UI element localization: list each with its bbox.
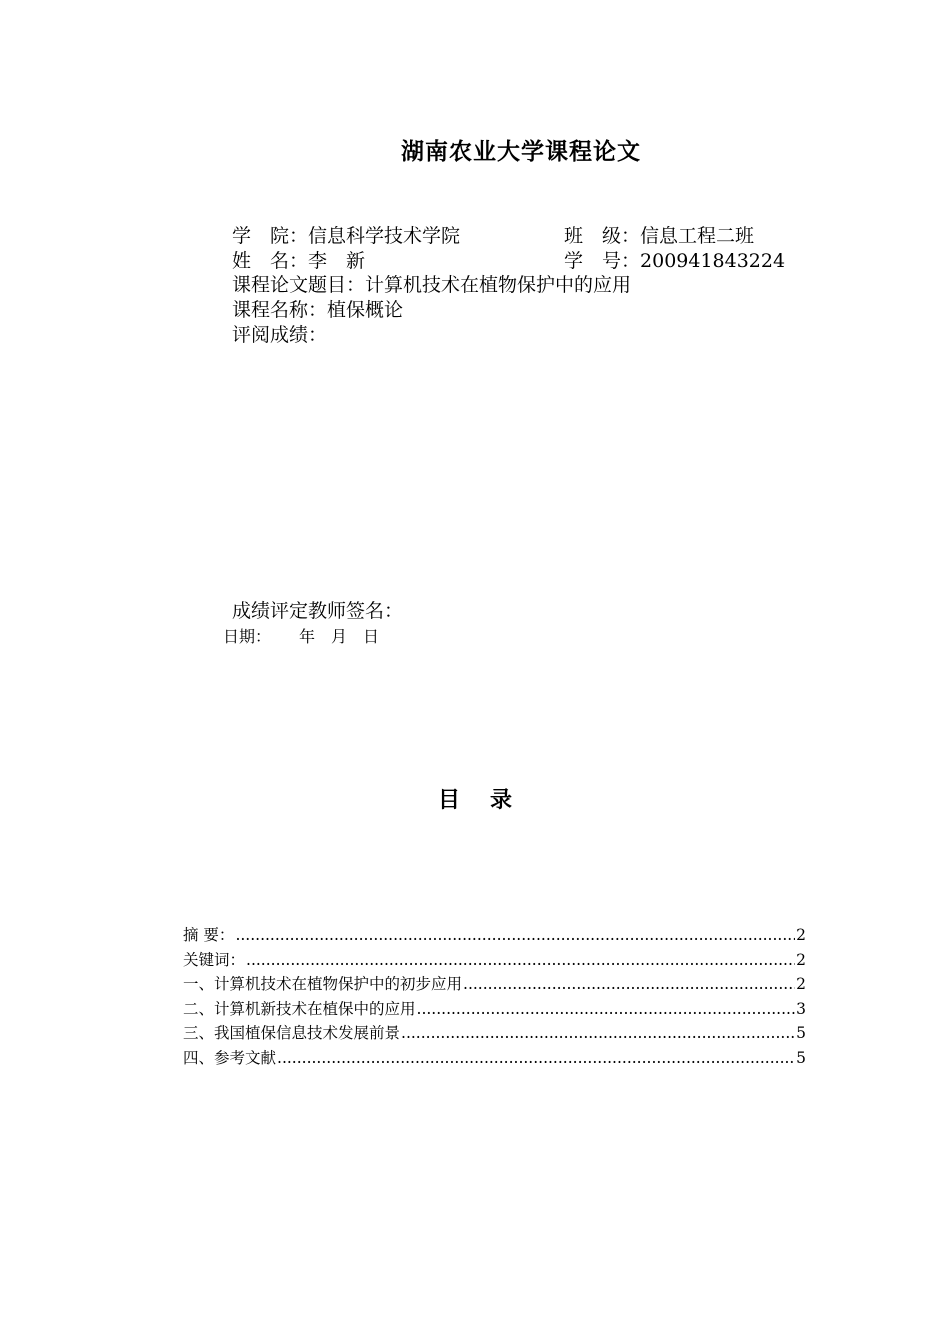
toc-entry-label: 二、计算机新技术在植保中的应用: [183, 999, 416, 1018]
toc-entry[interactable]: [183, 1046, 806, 1071]
date-year: 年: [299, 627, 316, 646]
toc-leader-dots: [463, 972, 795, 997]
toc-title: [0, 783, 950, 814]
toc-entry-page: 5: [796, 1048, 806, 1067]
teacher-signature-label: 成绩评定教师签名：: [232, 600, 404, 622]
toc-entry-label: 关键词：: [183, 950, 246, 969]
toc-leader-dots: [277, 1046, 795, 1071]
course-row: [232, 298, 403, 323]
date-month: 月: [331, 627, 348, 646]
toc-entry-label: 一、计算机技术在植物保护中的初步应用: [183, 975, 463, 993]
toc-entry[interactable]: [183, 997, 806, 1022]
toc-entry[interactable]: [183, 972, 806, 997]
toc-entry[interactable]: [183, 1021, 806, 1046]
course-value: 植保概论: [327, 299, 404, 321]
table-of-contents: [183, 923, 806, 1070]
toc-entry-page: 2: [796, 926, 806, 944]
topic-label: 课程论文题目：: [232, 274, 366, 296]
toc-entry-page: 2: [796, 950, 806, 969]
name-label: 姓 名：: [232, 250, 309, 272]
student-id-label: 学 号：: [564, 250, 641, 272]
toc-entry-label: 三、我国植保信息技术发展前景: [183, 1024, 401, 1042]
date-row: [223, 624, 379, 647]
course-label: 课程名称：: [232, 299, 328, 321]
student-id-row: [564, 249, 785, 274]
toc-entry-label: 摘 要：: [183, 926, 235, 944]
name-value: 李 新: [308, 250, 366, 272]
topic-value: 计算机技术在植物保护中的应用: [365, 274, 632, 296]
class-label: 班 级：: [564, 225, 641, 247]
toc-entry[interactable]: [183, 923, 806, 948]
grade-row: [232, 323, 327, 348]
toc-entry-label: 四、参考文献: [183, 1048, 277, 1067]
date-label: 日期：: [223, 627, 272, 646]
toc-leader-dots: [235, 923, 795, 948]
grade-label: 评阅成绩：: [232, 324, 328, 346]
college-label: 学 院：: [232, 225, 309, 247]
name-row: [232, 249, 365, 274]
date-day: 日: [363, 627, 380, 646]
toc-leader-dots: [401, 1021, 795, 1046]
topic-row: [232, 273, 631, 298]
toc-title-char-2: 录: [490, 788, 513, 813]
class-value: 信息工程二班: [640, 225, 755, 247]
toc-entry-page: 2: [796, 975, 806, 993]
toc-leader-dots: [246, 948, 795, 973]
toc-entry-page: 5: [796, 1024, 806, 1042]
college-row: [232, 224, 460, 249]
student-id-value: 200941843224: [640, 250, 786, 272]
toc-leader-dots: [417, 997, 796, 1022]
class-row: [564, 224, 754, 249]
toc-entry[interactable]: [183, 948, 806, 973]
toc-title-char-1: 目: [437, 788, 460, 813]
toc-entry-page: 3: [796, 999, 806, 1018]
college-value: 信息科学技术学院: [308, 225, 461, 247]
paper-title: 湖南农业大学课程论文: [401, 139, 641, 165]
